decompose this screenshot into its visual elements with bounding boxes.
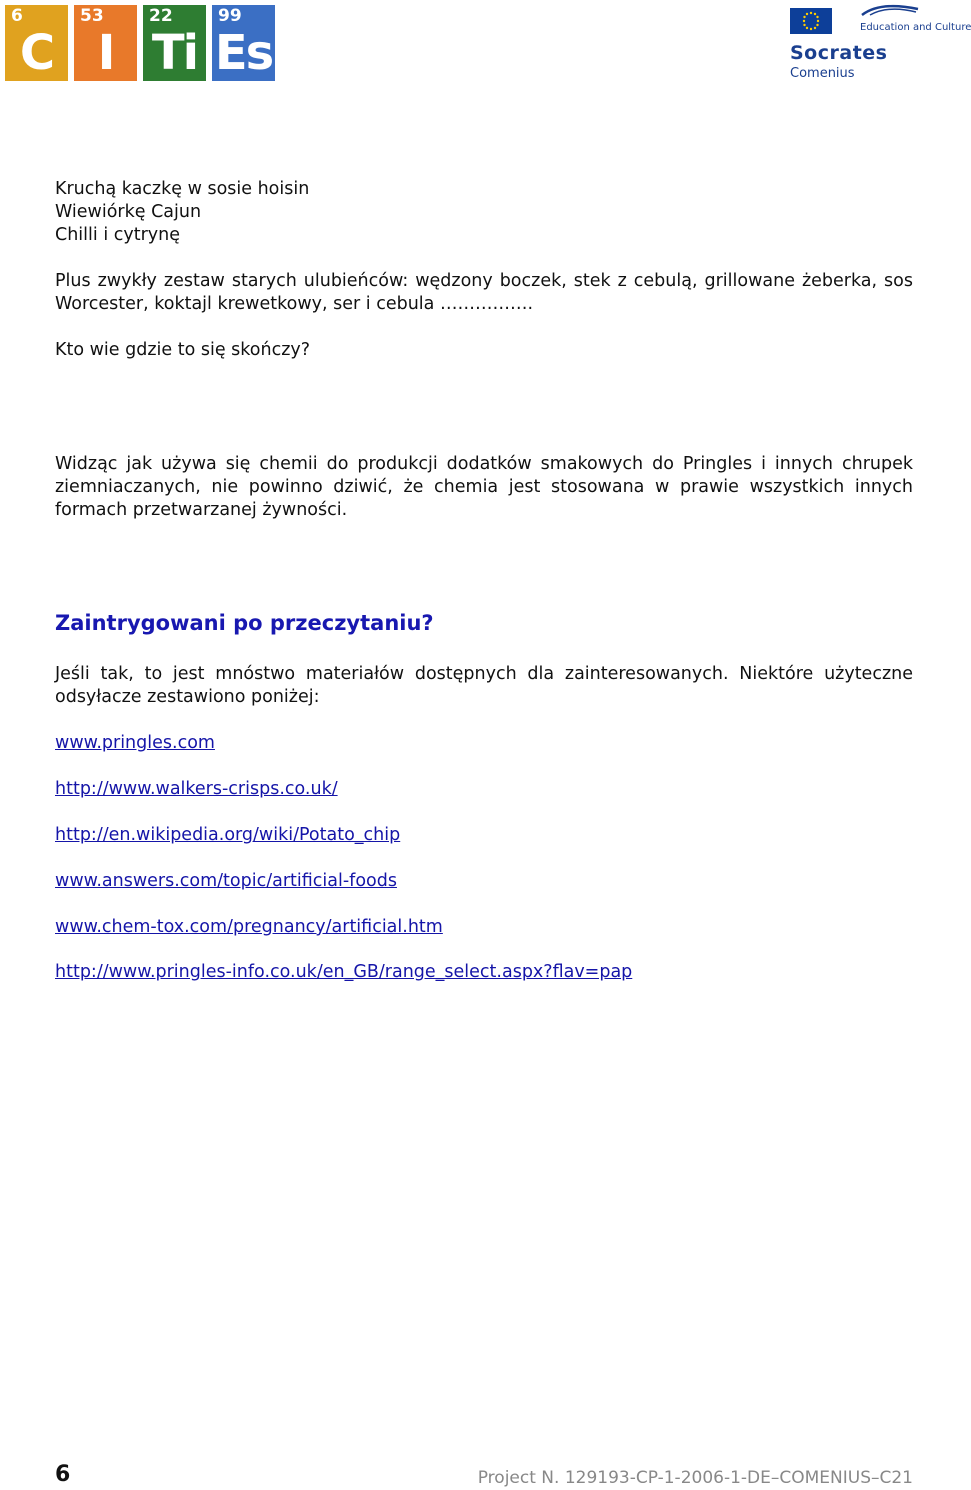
link-list — [55, 732, 913, 984]
page-header — [0, 0, 971, 100]
flavor-line: Kruchą kaczkę w sosie hoisin — [55, 179, 310, 199]
link-answers[interactable]: www.answers.com/topic/artificial-foods — [55, 871, 397, 891]
intro-paragraph: Jeśli tak, to jest mnóstwo materiałów dostępnych dla zainteresowanych. Niektóre użyteczne odsyłacze zestawiono poniżej: — [55, 664, 913, 707]
page-number: 6 — [55, 1462, 71, 1487]
logo-tile-number: 99 — [218, 6, 242, 26]
logo-tile-ti — [143, 5, 206, 81]
logo-tile-number: 22 — [149, 6, 173, 26]
logo-tile-symbol: Ti — [151, 25, 198, 81]
chemistry-paragraph: Widząc jak używa się chemii do produkcji dodatków smakowych do Pringles i innych chrupek ziemniaczanych, nie powinno dziwić, że chemia jest stosowana w prawie wszystkich innych formach przetwarzanej żywności. — [55, 454, 913, 520]
favorites-paragraph: Plus zwykły zestaw starych ulubieńców: wędzony boczek, stek z cebulą, grillowane żeberka, sos Worcester, koktajl krewetkowy, ser i cebula ……………. — [55, 271, 913, 314]
comenius-label: Comenius — [790, 66, 855, 81]
section-heading: Zaintrygowani po przeczytaniu? — [55, 611, 434, 635]
citiies-logo — [5, 5, 275, 81]
link-wikipedia[interactable]: http://en.wikipedia.org/wiki/Potato_chip — [55, 825, 401, 845]
logo-tile-i — [74, 5, 137, 81]
document-body — [55, 178, 913, 984]
logo-tile-symbol: C — [19, 25, 54, 81]
education-culture-label: Education and Culture — [860, 22, 971, 33]
link-chem-tox[interactable]: www.chem-tox.com/pregnancy/artificial.htm — [55, 917, 443, 937]
link-walkers[interactable]: http://www.walkers-crisps.co.uk/ — [55, 779, 338, 799]
link-pringles[interactable]: www.pringles.com — [55, 733, 215, 753]
link-pringles-info[interactable]: http://www.pringles-info.co.uk/en_GB/range_select.aspx?flav=pap — [55, 962, 633, 982]
education-culture-swoosh-icon — [860, 3, 920, 17]
logo-tile-number: 53 — [80, 6, 104, 26]
project-reference: Project N. 129193-CP-1-2006-1-DE–COMENIUS–C21 — [477, 1468, 913, 1488]
socrates-label: Socrates — [790, 42, 888, 64]
logo-tile-es — [212, 5, 275, 81]
eu-flag-icon — [790, 8, 832, 34]
logo-tile-number: 6 — [11, 6, 23, 26]
logo-tile-c — [5, 5, 68, 81]
flavor-line: Chilli i cytrynę — [55, 225, 180, 245]
flavor-line: Wiewiórkę Cajun — [55, 202, 202, 222]
question-paragraph: Kto wie gdzie to się skończy? — [55, 340, 311, 360]
logo-tile-symbol: I — [97, 25, 114, 81]
logo-tile-symbol: Es — [214, 25, 273, 81]
